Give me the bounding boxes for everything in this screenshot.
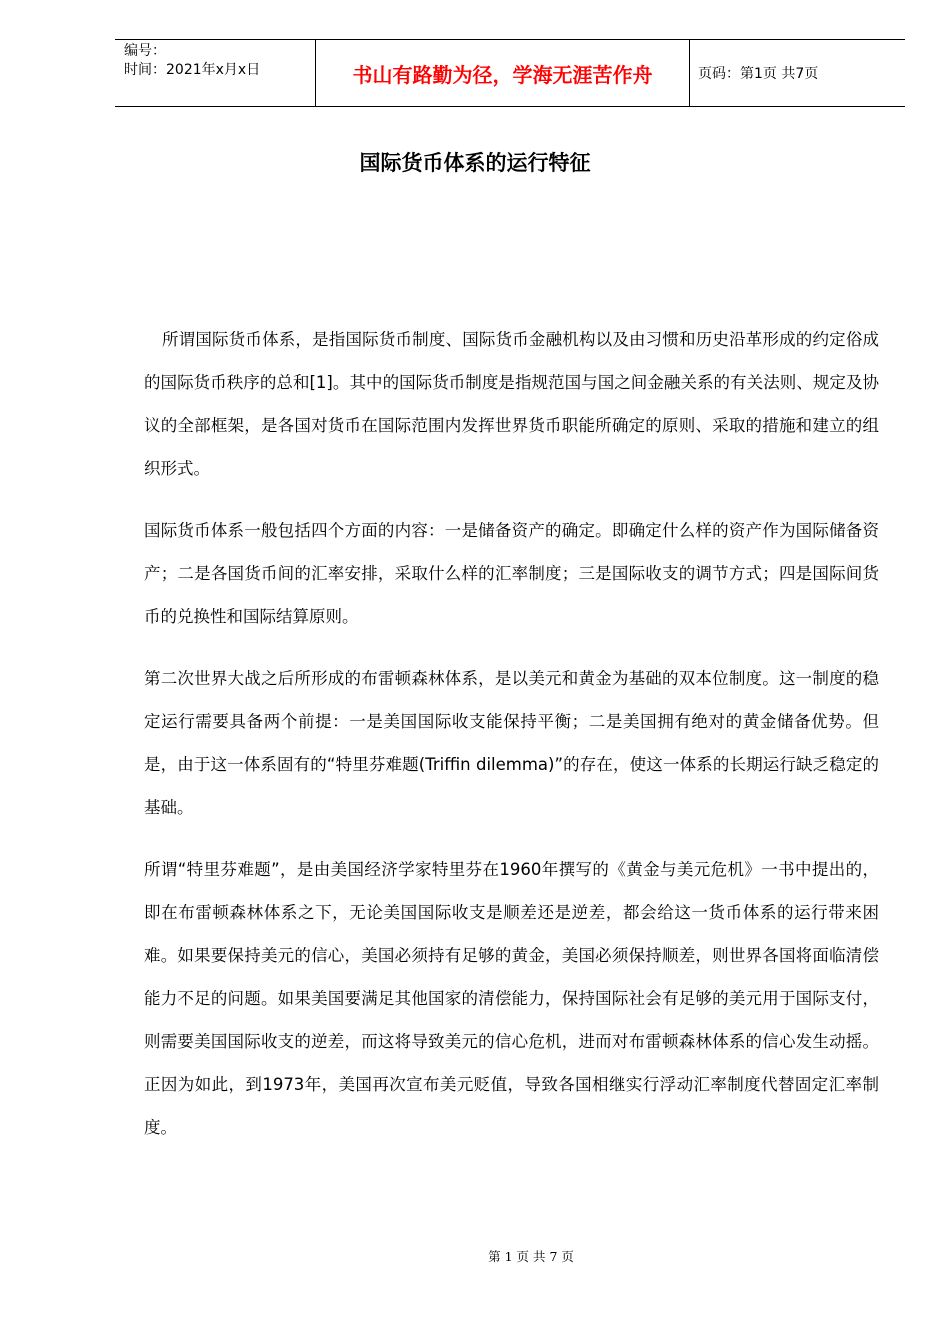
header-motto-cell xyxy=(316,40,690,106)
header-table xyxy=(115,39,905,107)
page-footer: 第 1 页 共 7 页 xyxy=(488,1249,574,1264)
paragraph: 所谓国际货币体系，是指国际货币制度、国际货币金融机构以及由习惯和历史沿革形成的约定俗成的国际货币秩序的总和[1]。其中的国际货币制度是指规范国与国之间金融关系的有关法则、规定及协议的全部框架，是各国对货币在国际范围内发挥世界货币职能所确定的原则、采取的措施和建立的组织形式。 xyxy=(144,330,879,478)
header-page-cell xyxy=(690,40,905,106)
document-time-label: 时间：2021年x月x日 xyxy=(124,62,261,78)
document-body xyxy=(144,318,879,1149)
header-page-info: 页码：第1页 共7页 xyxy=(698,66,819,82)
header-motto: 书山有路勤为径，学海无涯苦作舟 xyxy=(352,62,653,87)
document-number-label: 编号： xyxy=(124,43,166,59)
paragraph: 国际货币体系一般包括四个方面的内容：一是储备资产的确定。即确定什么样的资产作为国际储备资产；二是各国货币间的汇率安排，采取什么样的汇率制度；三是国际收支的调节方式；四是国际间货币的兑换性和国际结算原则。 xyxy=(144,521,879,626)
header-meta-cell xyxy=(115,40,316,106)
paragraph: 第二次世界大战之后所形成的布雷顿森林体系，是以美元和黄金为基础的双本位制度。这一制度的稳定运行需要具备两个前提：一是美国国际收支能保持平衡；二是美国拥有绝对的黄金储备优势。但是，由于这一体系固有的“特里芬难题(Triffin dilemma)”的存在，使这一体系的长期运行缺乏稳定的基础。 xyxy=(144,669,879,817)
paragraph: 所谓“特里芬难题”，是由美国经济学家特里芬在1960年撰写的《黄金与美元危机》一书中提出的，即在布雷顿森林体系之下，无论美国国际收支是顺差还是逆差，都会给这一货币体系的运行带来困难。如果要保持美元的信心，美国必须持有足够的黄金，美国必须保持顺差，则世界各国将面临清偿能力不足的问题。如果美国要满足其他国家的清偿能力，保持国际社会有足够的美元用于国际支付，则需要美国国际收支的逆差，而这将导致美元的信心危机，进而对布雷顿森林体系的信心发生动摇。正因为如此，到1973年，美国再次宣布美元贬值，导致各国相继实行浮动汇率制度代替固定汇率制度。 xyxy=(144,860,879,1137)
document-title: 国际货币体系的运行特征 xyxy=(359,151,591,175)
